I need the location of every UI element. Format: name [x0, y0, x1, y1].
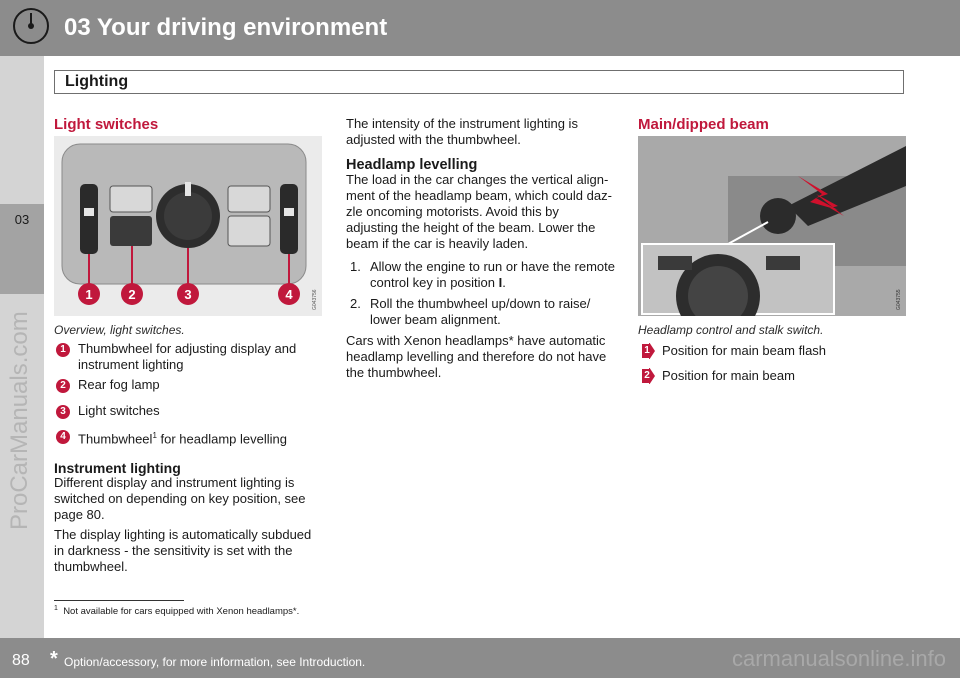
page-footer: [0, 638, 960, 678]
stalk-switch-figure: [638, 136, 906, 316]
light-switches-heading: Light switches: [54, 116, 159, 133]
headlamp-levelling-p1: The load in the car changes the vertical align-ment of the headlamp beam, which could daz-zle oncoming motorists. Avoid this by adjusting the height of the beam. Lower the beam if the car is heavily laden.: [346, 172, 612, 251]
main-dipped-beam-heading: Main/dipped beam: [638, 116, 769, 133]
footnote-ref: 1: [152, 431, 157, 440]
legend-num-4: 4: [56, 430, 70, 444]
instrument-lighting-p1: Different display and instrument lighting is switched on depending on key position, see page 80.: [54, 475, 306, 522]
speedometer-icon: [11, 6, 51, 46]
stalk-legend-item-2: Position for main beam: [662, 368, 795, 383]
side-watermark: ProCarManuals.com: [6, 311, 33, 530]
xenon-note: Cars with Xenon headlamps* have automatic headlamp levelling and therefore do not have the thumbwheel.: [346, 333, 607, 380]
stalk-switch-caption: Headlamp control and stalk switch.: [638, 323, 824, 337]
figure-code: G043756: [312, 289, 318, 310]
footer-watermark: carmanualsonline.info: [731, 646, 946, 671]
legend-num-2: 2: [56, 379, 70, 393]
callout-3-label: 3: [184, 287, 192, 302]
chapter-title: 03 Your driving environment: [64, 14, 388, 41]
instrument-lighting-heading: Instrument lighting: [54, 460, 181, 476]
stalk-legend-num-2: 2: [644, 370, 650, 381]
footnote-number: 1: [54, 605, 58, 612]
legend-item-3: Light switches: [78, 403, 160, 418]
light-switch-panel-illustration: [54, 136, 322, 316]
light-switches-figure: [54, 136, 322, 316]
light-switches-caption: Overview, light switches.: [54, 323, 185, 337]
section-title: Lighting: [65, 73, 129, 90]
chapter-number: 03: [14, 212, 30, 227]
page-number: 88: [12, 652, 30, 669]
figure-code: G043755: [896, 289, 902, 310]
step-1-text-main: Allow the engine to run or have the remote control key in position: [370, 259, 615, 290]
stalk-switch-illustration: [638, 136, 906, 316]
thumbwheel-intro: The intensity of the instrument lighting is adjusted with the thumbwheel.: [346, 116, 578, 147]
step-1-number: 1.: [350, 259, 361, 274]
footnote-text: Not available for cars equipped with Xenon headlamps*.: [63, 606, 300, 618]
step-2-text: Roll the thumbwheel up/down to raise/ lower beam alignment.: [370, 296, 591, 327]
footer-note: Option/accessory, for more information, see Introduction.: [64, 655, 366, 669]
page-header: [0, 0, 960, 56]
headlamp-levelling-heading: Headlamp levelling: [346, 157, 478, 173]
footnote: [54, 605, 299, 617]
step-1-text-end: .: [502, 275, 506, 290]
legend-item-4-text-after: for headlamp levelling: [156, 431, 287, 447]
legend-item-4-text: Thumbwheel: [78, 431, 153, 447]
key-position: I: [498, 275, 503, 290]
step-1-text: [370, 259, 616, 291]
footnote-divider: [54, 600, 184, 601]
stalk-legend-item-1: Position for main beam flash: [662, 343, 827, 358]
legend-num-3: 3: [56, 405, 70, 419]
legend-item-1: Thumbwheel for adjusting display and instrument lighting: [78, 341, 297, 372]
stalk-legend-num-1: 1: [644, 345, 650, 356]
step-2-number: 2.: [350, 296, 361, 311]
legend-item-2: Rear fog lamp: [78, 377, 160, 392]
callout-2-label: 2: [128, 287, 136, 302]
legend-num-1: 1: [56, 343, 70, 357]
callout-1-label: 1: [85, 287, 93, 302]
section-title-bar: [54, 70, 904, 94]
callout-4-label: 4: [285, 287, 293, 302]
footer-star: *: [50, 648, 58, 670]
instrument-lighting-p2: The display lighting is automatically subdued in darkness - the sensitivity is set with the thumbwheel.: [54, 527, 312, 574]
legend-item-4: [78, 428, 287, 447]
